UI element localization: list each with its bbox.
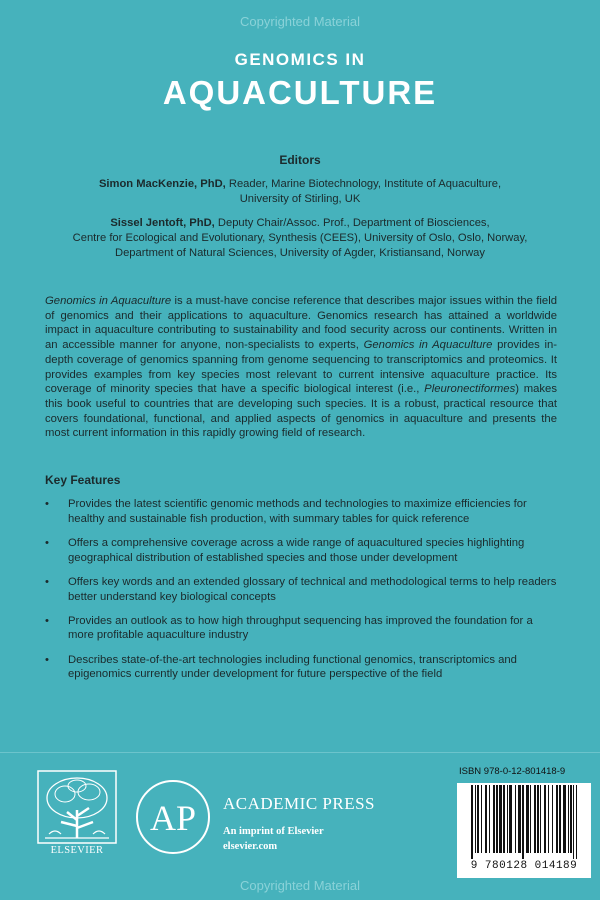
barcode-bar — [526, 785, 529, 853]
bullet-icon: • — [45, 575, 49, 588]
barcode-bar — [503, 785, 505, 853]
species-italic: Pleuronectiformes — [424, 383, 516, 396]
barcode-bar — [509, 785, 512, 853]
feature-item — [45, 536, 560, 565]
barcode-bar — [573, 785, 574, 859]
editors-heading: Editors — [279, 153, 321, 167]
barcode-bar — [568, 785, 569, 853]
feature-text: Describes state-of-the-art technologies including functional genomics, transcriptomics and epigenomics currently under development for future perspective of the field — [68, 653, 517, 681]
barcode-bar — [477, 785, 479, 853]
editor-2-affiliation-2: Centre for Ecological and Evolutionary, Synthesis (CEES), University of Oslo, Oslo, Norway, — [72, 232, 528, 244]
barcode-bar — [471, 785, 473, 859]
feature-item — [45, 575, 560, 604]
description-paragraph — [45, 294, 557, 441]
editor-2-affiliation-3: Department of Natural Sciences, University of Agder, Kristiansand, Norway — [115, 247, 485, 259]
key-features-heading: Key Features — [45, 473, 121, 487]
barcode-bar — [540, 785, 541, 853]
barcode-bar — [563, 785, 566, 853]
editor-2-name: Sissel Jentoft, PhD, — [110, 217, 215, 229]
key-features-list — [45, 497, 560, 692]
editor-1-affiliation-1: Reader, Marine Biotechnology, Institute of Aquaculture, — [228, 178, 502, 190]
barcode-bar — [556, 785, 558, 853]
feature-text: Provides an outlook as to how high throughput sequencing has improved the foundation for a more profitable aquaculture industry — [68, 614, 533, 642]
footer-divider — [0, 752, 600, 753]
feature-text: Offers a comprehensive coverage across a wide range of aquacultured species highlighting geographical distribution of established species and those under development — [68, 536, 525, 564]
barcode-bar — [481, 785, 482, 853]
editor-1-affiliation-2: University of Stirling, UK — [239, 193, 361, 205]
editors-block — [40, 153, 560, 270]
barcode-bar — [544, 785, 546, 853]
barcode-bar — [507, 785, 508, 853]
barcode-bar — [530, 785, 531, 853]
feature-item — [45, 497, 560, 526]
barcode-bar — [548, 785, 549, 853]
watermark-bottom: Copyrighted Material — [240, 878, 360, 893]
barcode-bar — [518, 785, 521, 853]
barcode-bar — [489, 785, 490, 853]
feature-item — [45, 614, 560, 643]
publisher-name: ACADEMIC PRESS — [223, 794, 376, 813]
editor-1 — [40, 177, 560, 207]
barcode-bar — [499, 785, 502, 853]
description-part-1: is a must-have concise reference that describes major issues within the field of genomics and their applications to aquaculture. Genomics research has attained a worldwide impact in aquaculture contributing to sustainability and food security across our continents. Written in an accessible manner for anyone, non-specialists to experts, — [45, 295, 557, 352]
bullet-icon: • — [45, 653, 49, 666]
barcode-digits: 9 780128 014189 — [470, 860, 578, 872]
barcode-bar — [485, 785, 487, 853]
bullet-icon: • — [45, 614, 49, 627]
barcode-bar — [559, 785, 561, 853]
book-title-italic-2: Genomics in Aquaculture — [363, 339, 493, 352]
editor-1-name: Simon MacKenzie, PhD, — [98, 178, 226, 190]
barcode-bar — [552, 785, 553, 853]
watermark-top: Copyrighted Material — [240, 14, 360, 29]
publisher-imprint: An imprint of Elsevier — [223, 826, 324, 837]
bullet-icon: • — [45, 498, 49, 510]
barcode-bar — [496, 785, 498, 853]
feature-text: Offers key words and an extended glossary of technical and methodological terms to help readers better understand key biological concepts — [68, 575, 557, 603]
bullet-icon: • — [45, 536, 49, 549]
barcode-bar — [576, 785, 577, 859]
barcode-bars — [471, 785, 577, 859]
editor-2-affiliation-1: Deputy Chair/Assoc. Prof., Department of Biosciences, — [217, 217, 490, 229]
ap-logo-letters: AP — [149, 798, 197, 838]
title-line-2: AQUACULTURE — [162, 74, 438, 111]
barcode-bar — [515, 785, 516, 853]
editor-2 — [40, 216, 560, 261]
description-part-2: provides in-depth coverage of genomics spanning from genome sequencing to transcriptomics and proteomics. It provides examples from key species most relevant to current intensive aquaculture practice. Its coverage of minority species that have a specific biological interest (i.e., — [45, 339, 558, 396]
publisher-url: elsevier.com — [223, 841, 278, 852]
title-line-1: GENOMICS IN — [234, 50, 366, 69]
feature-text: Provides the latest scientific genomic methods and technologies to maximize efficiencies for healthy and sustainable fish production, with summary tables for quick reference — [68, 498, 527, 525]
book-title-italic-1: Genomics in Aquaculture — [45, 295, 172, 307]
isbn-label: ISBN 978-0-12-801418-9 — [459, 766, 566, 777]
barcode — [457, 783, 591, 878]
description-part-3: ) makes this book useful to countries that are developing such species. It is a robust, practical resource that covers foundational, functional, and applied aspects of genomics in aquaculture and presents the most current information in this rapidly growing field of research. — [45, 383, 557, 440]
elsevier-wordmark: ELSEVIER — [50, 845, 104, 856]
feature-item — [45, 653, 560, 682]
barcode-bar — [570, 785, 572, 853]
barcode-bar — [475, 785, 476, 853]
barcode-bar — [493, 785, 495, 853]
barcode-bar — [534, 785, 536, 853]
barcode-bar — [537, 785, 539, 853]
academic-press-logo — [134, 778, 212, 856]
barcode-bar — [522, 785, 524, 859]
